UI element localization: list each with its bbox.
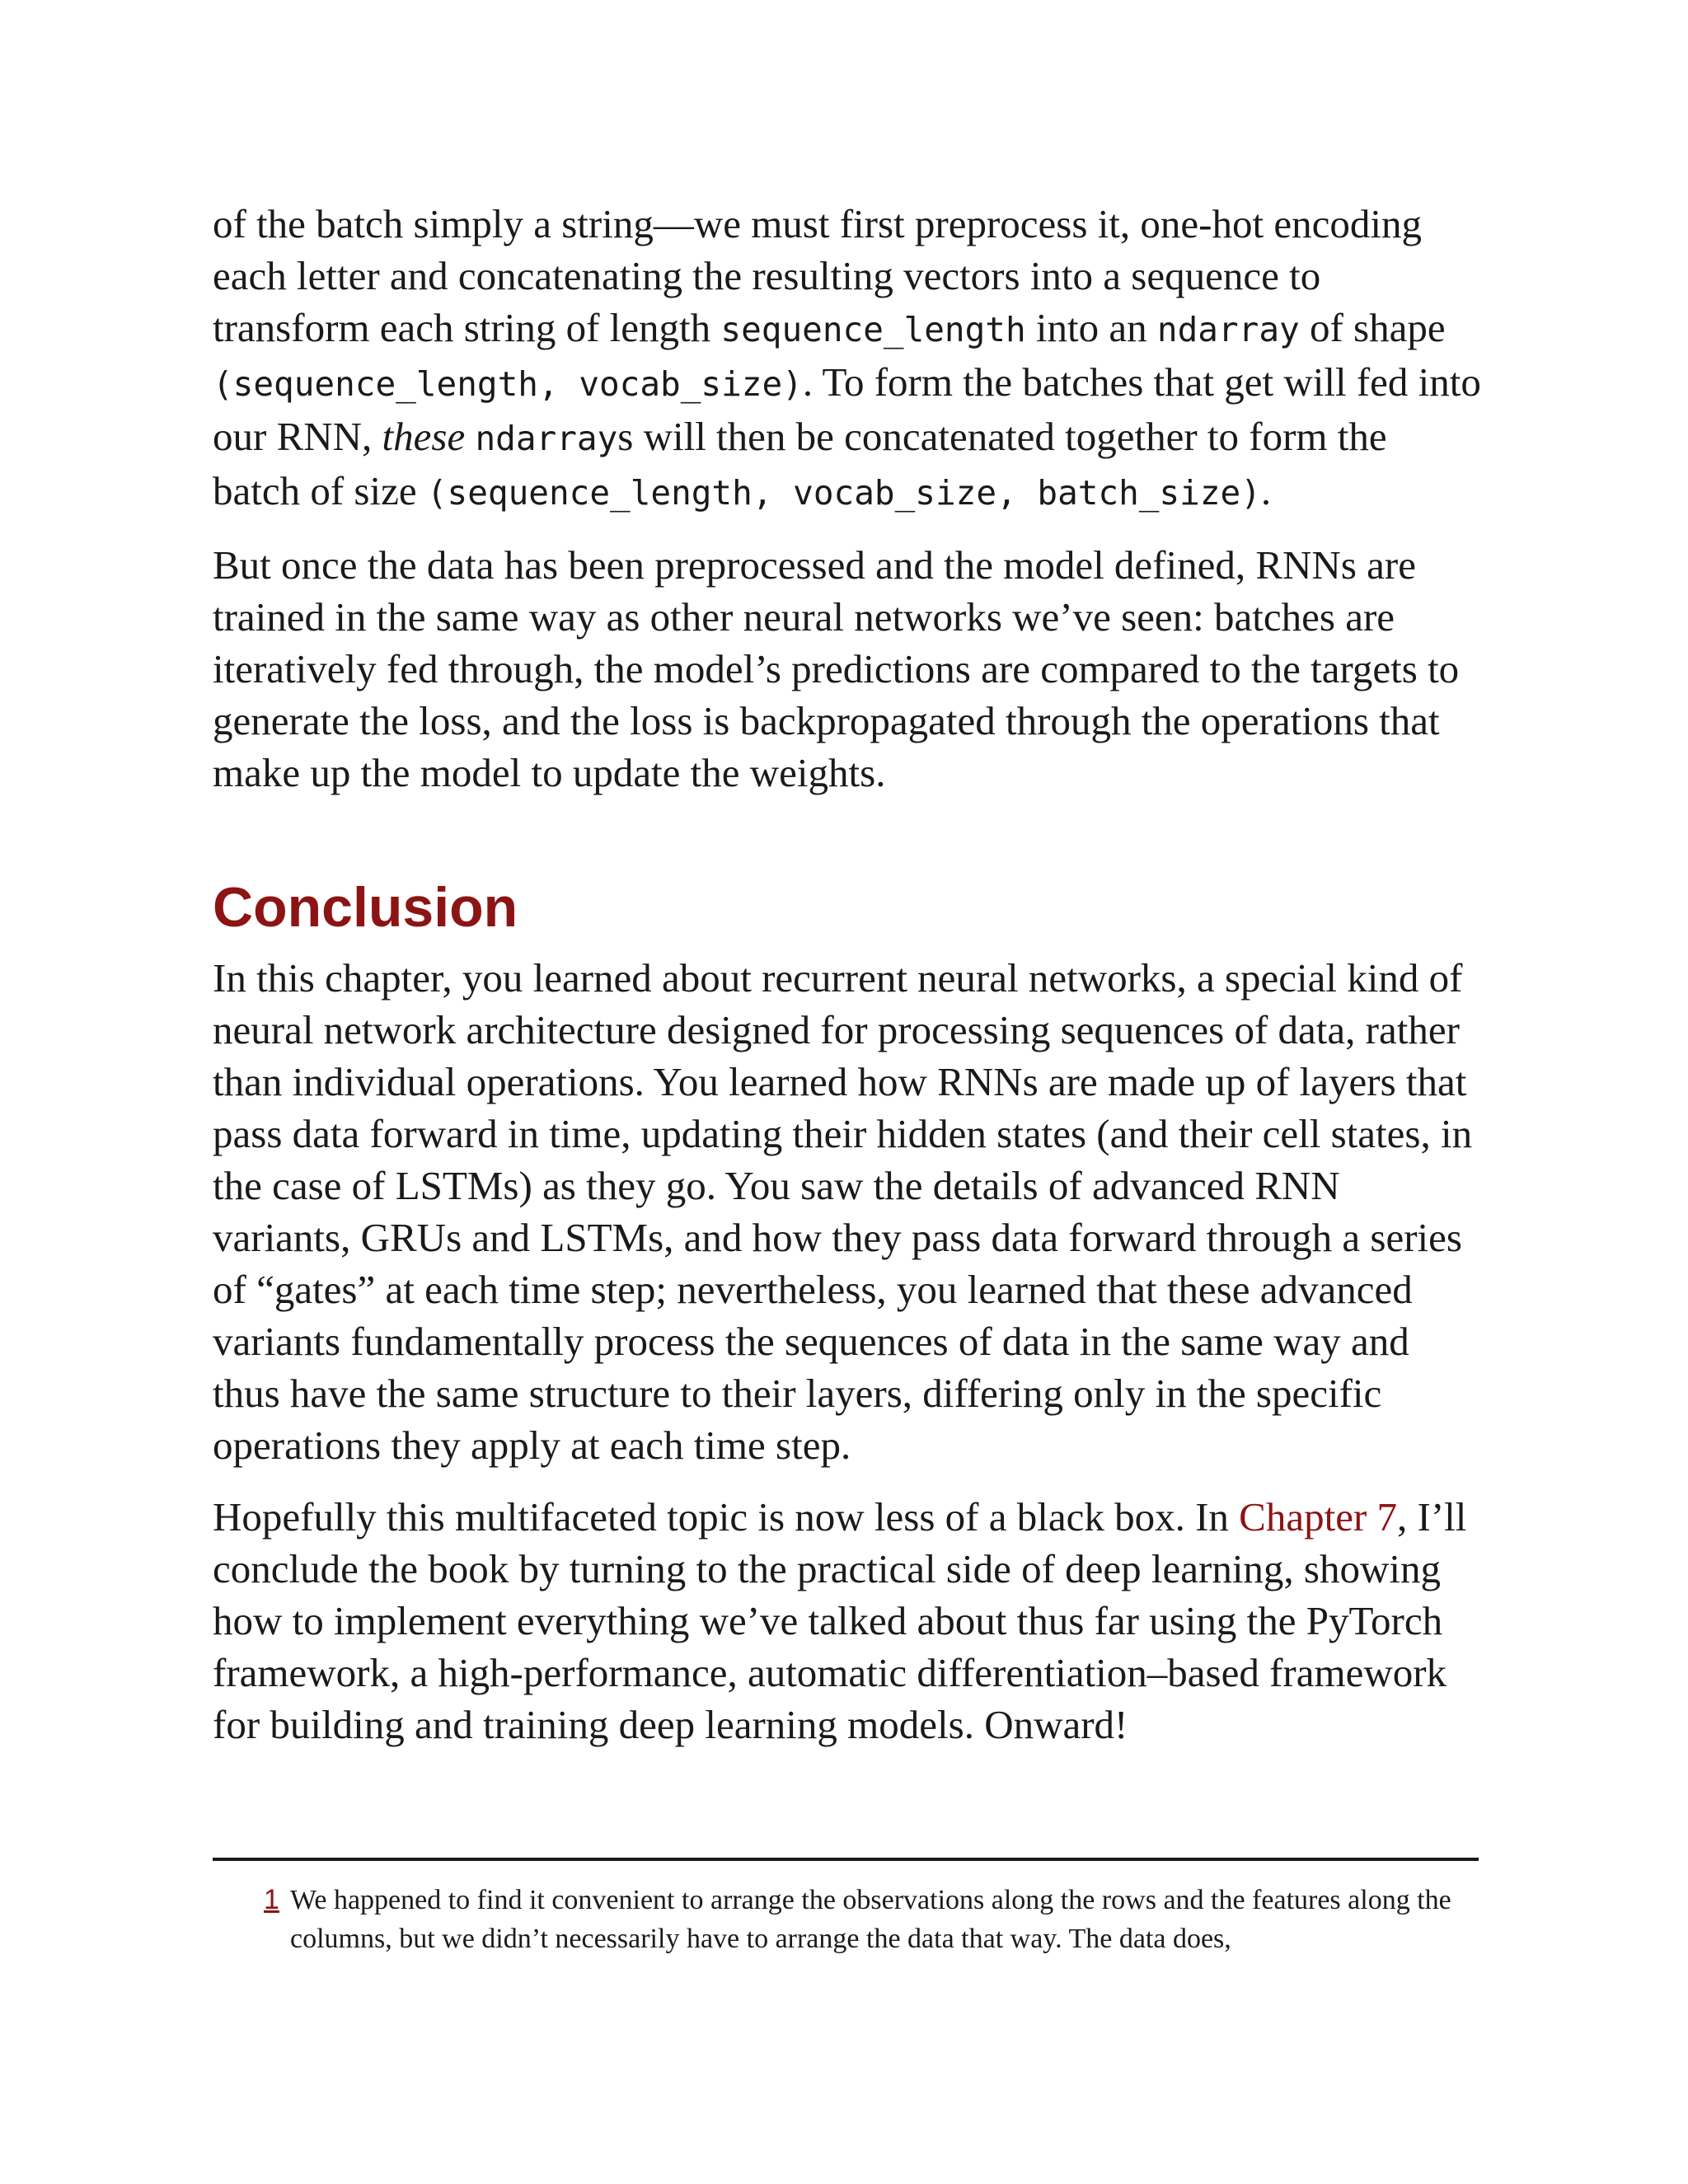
code-batch-shape: (sequence_length, vocab_size, batch_size) <box>426 473 1261 513</box>
text-run: into an <box>1025 305 1157 350</box>
paragraph-batch-preprocessing <box>213 198 1482 519</box>
text-run: s will then be concatenated together to form the batch of size <box>213 414 1387 513</box>
footnote-divider <box>213 1858 1479 1861</box>
paragraph-rnn-training: But once the data has been preprocessed and the model defined, RNNs are trained in the same way as other neural networks we’ve seen: batches are iteratively fed through, the model’s predictions are compared to the targets to generate the loss, and the loss is backpropagated through the operations that make up the model to update the weights. <box>213 542 1460 795</box>
code-ndarray: ndarray <box>475 419 618 458</box>
footnote <box>264 1881 1477 1958</box>
code-sequence-length: sequence_length <box>720 310 1026 349</box>
section-heading-conclusion: Conclusion <box>213 876 518 939</box>
code-ndarray: ndarray <box>1156 310 1300 349</box>
text-run: , I’ll conclude the book by turning to the practical side of deep learning, showing how to implement everything we’ve talked about thus far using the PyTorch framework, a high-performance, automatic differentiation–based framework for building and training deep learning models. Onward! <box>213 1494 1467 1747</box>
page-content <box>213 198 1482 1770</box>
paragraph-conclusion-summary: In this chapter, you learned about recurrent neural networks, a special kind of neural network architecture designed for processing sequences of data, rather than individual operations. You learned how RNNs are made up of layers that pass data forward in time, updating their hidden states (and their cell states, in the case of LSTMs) as they go. You saw the details of advanced RNN variants, GRUs and LSTMs, and how they pass data forward through a series of “gates” at each time step; nevertheless, you learned that these advanced variants fundamentally process the sequences of data in the same way and thus have the same structure to their layers, differing only in the specific operations they apply at each time step. <box>213 955 1473 1468</box>
text-run <box>465 414 475 459</box>
paragraph-conclusion-next <box>213 1491 1482 1750</box>
emphasis-these: these <box>382 414 466 459</box>
chapter-7-link[interactable]: Chapter 7 <box>1239 1494 1398 1540</box>
text-run: of the batch simply a string—we must first preprocess it, one-hot encoding each letter and concatenating the resulting vectors into a sequence to transform each string of length <box>213 201 1422 350</box>
text-run: Hopefully this multifaceted topic is now less of a black box. In <box>213 1494 1240 1540</box>
text-run: . To form the batches that get will fed into our RNN, <box>213 359 1481 459</box>
footnote-text: We happened to find it convenient to arrange the observations along the rows and the features along the columns, but we didn’t necessarily have to arrange the data that way. The data does, <box>290 1885 1451 1954</box>
text-run: of shape <box>1299 305 1446 350</box>
footnote-marker-link[interactable]: 1 <box>264 1884 279 1915</box>
code-shape: (sequence_length, vocab_size) <box>213 364 803 404</box>
text-run: . <box>1260 468 1272 513</box>
